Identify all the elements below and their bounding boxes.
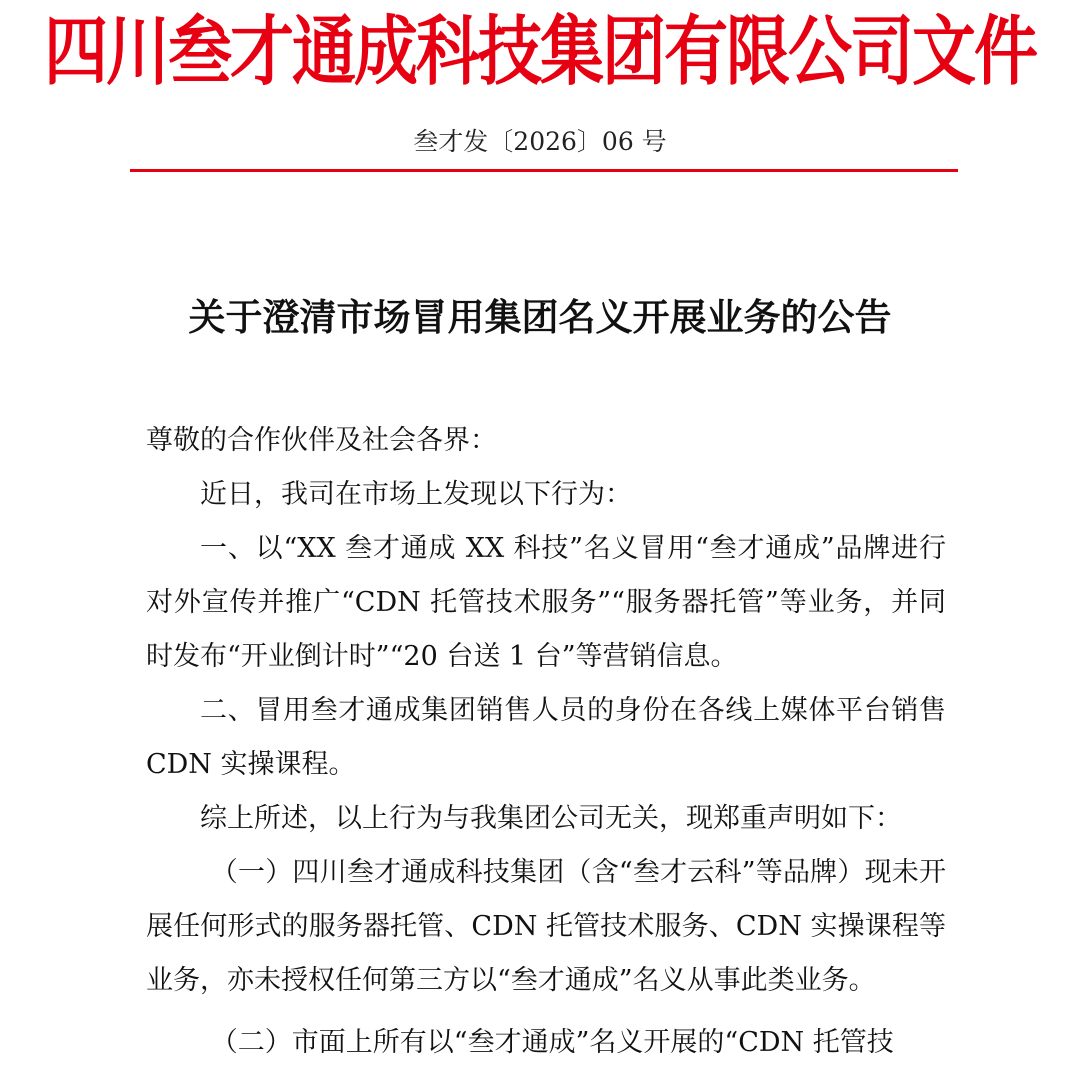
- salutation: 尊敬的合作伙伴及社会各界：: [146, 425, 497, 456]
- body-paragraph: 近日，我司在市场上发现以下行为：: [200, 479, 632, 510]
- document-body: [146, 414, 946, 1070]
- red-divider-rule: [130, 169, 958, 172]
- document-header: [0, 0, 1080, 176]
- notice-title: 关于澄清市场冒用集团名义开展业务的公告: [188, 296, 892, 339]
- body-paragraph: 二、冒用叁才通成集团销售人员的身份在各线上媒体平台销售 CDN 实操课程。: [146, 695, 946, 780]
- issuer-title: 四川叁才通成科技集团有限公司文件: [44, 9, 1036, 97]
- body-paragraph: （二）市面上所有以“叁才通成”名义开展的“CDN 托管技: [210, 1027, 894, 1058]
- body-paragraph: 综上所述，以上行为与我集团公司无关，现郑重声明如下：: [200, 803, 902, 834]
- document-number: 叁才发〔2026〕06 号: [413, 127, 667, 156]
- body-paragraph: 一、以“XX 叁才通成 XX 科技”名义冒用“叁才通成”品牌进行对外宣传并推广“CDN 托管技术服务”“服务器托管”等业务，并同时发布“开业倒计时”“20 台送 1 台”等营销信息。: [146, 533, 946, 672]
- body-paragraph: （一）四川叁才通成科技集团（含“叁才云科”等品牌）现未开展任何形式的服务器托管、CDN 托管技术服务、CDN 实操课程等业务，亦未授权任何第三方以“叁才通成”名义从事此类业务。: [146, 857, 946, 996]
